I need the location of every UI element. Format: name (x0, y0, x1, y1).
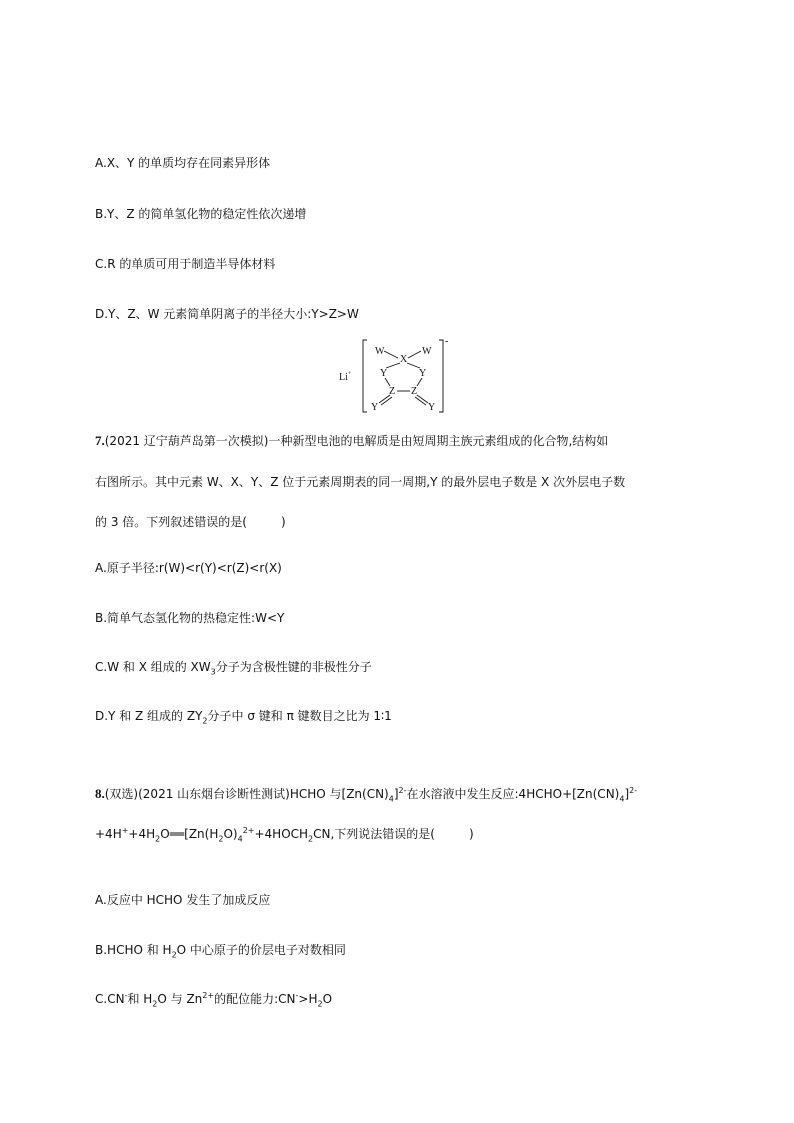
atom-y-bottom-left: Y (371, 402, 379, 413)
atom-w-left: W (375, 346, 385, 357)
q8-stem-line2: $+4H^++4H_2O══[Zn(H_2O)_4^{2+}+4HOCH_2CN$,下列说法错误的是( ) (95, 826, 474, 844)
q6-option-b: B.Y、Z 的简单氢化物的稳定性依次递增 (95, 207, 307, 221)
atom-w-right: W (422, 346, 432, 357)
bond-z-y-double-left-a (379, 395, 390, 403)
q7-stem-line1: 7.(2021 辽宁葫芦岛第一次模拟)一种新型电池的电解质是由短周期主族元素组成的化合物,结构如 (95, 433, 609, 448)
q7-option-b: B.简单气态氢化物的热稳定性:W<Y (95, 611, 285, 625)
bond-x-y-left (386, 363, 400, 368)
q7-option-a: A.原子半径:r(W)<r(Y)<r(Z)<r(X) (95, 561, 282, 575)
atom-y-bottom-right: Y (428, 402, 436, 413)
q6-option-c: C.R 的单质可用于制造半导体材料 (95, 257, 276, 271)
atom-y-left: Y (380, 368, 388, 379)
bond-y-z-right (417, 378, 422, 386)
q7-stem-line3: 的 3 倍。下列叙述错误的是( ) (95, 515, 286, 529)
atom-x: X (400, 354, 408, 365)
bracket-left (363, 340, 367, 412)
q6-option-a: A.X、Y 的单质均存在同素异形体 (95, 156, 271, 170)
q7-stem-line2: 右图所示。其中元素 W、X、Y、Z 位于元素周期表的同一周期,Y 的最外层电子数是 X 次外层电子数 (95, 475, 626, 489)
q6-option-d: D.Y、Z、W 元素简单阴离子的半径大小:Y>Z>W (95, 307, 359, 321)
cation-li: Li+ (339, 371, 352, 383)
q7-option-c: C.W 和 X 组成的 $XW_3$分子为含极性键的非极性分子 (95, 660, 372, 677)
q8-stem-line1: 8.(双选)(2021 山东烟台诊断性测试)HCHO 与$[Zn(CN)_4]^{2-}$在水溶液中发生反应$:4HCHO+[Zn(CN)_4]^{2-}$ (95, 786, 638, 804)
atom-y-right: Y (419, 368, 427, 379)
q7-option-d: D.Y 和 Z 组成的 $ZY_2$分子中 σ 键和 π 键数目之比为 1∶1 (95, 709, 392, 726)
bond-y-z-left (385, 378, 390, 386)
bond-z-y-double-right-b (415, 397, 426, 405)
q8-option-b: B.HCHO 和 $H_2O$ 中心原子的价层电子对数相同 (95, 943, 346, 960)
q8-option-c: C.CN-和 $H_2O$ 与 $Zn^{2+}$的配位能力$:CN^->H_2O$ (95, 991, 333, 1009)
bracket-right (439, 340, 443, 412)
atom-z-right: Z (411, 386, 418, 397)
bond-x-w-right (408, 351, 421, 358)
q8-option-a: A.反应中 HCHO 发生了加成反应 (95, 893, 271, 907)
atom-z-left: Z (389, 386, 396, 397)
anion-structure-figure (335, 334, 455, 416)
bond-z-y-double-right-a (417, 395, 428, 403)
bond-w-x-left (384, 351, 398, 358)
q7-number: 7. (95, 433, 105, 448)
bond-z-y-double-left-b (381, 397, 392, 405)
anion-charge: - (445, 336, 449, 347)
equals-sign: ══ (169, 827, 185, 841)
q8-number: 8. (95, 786, 105, 801)
bond-x-y-right (407, 363, 420, 368)
